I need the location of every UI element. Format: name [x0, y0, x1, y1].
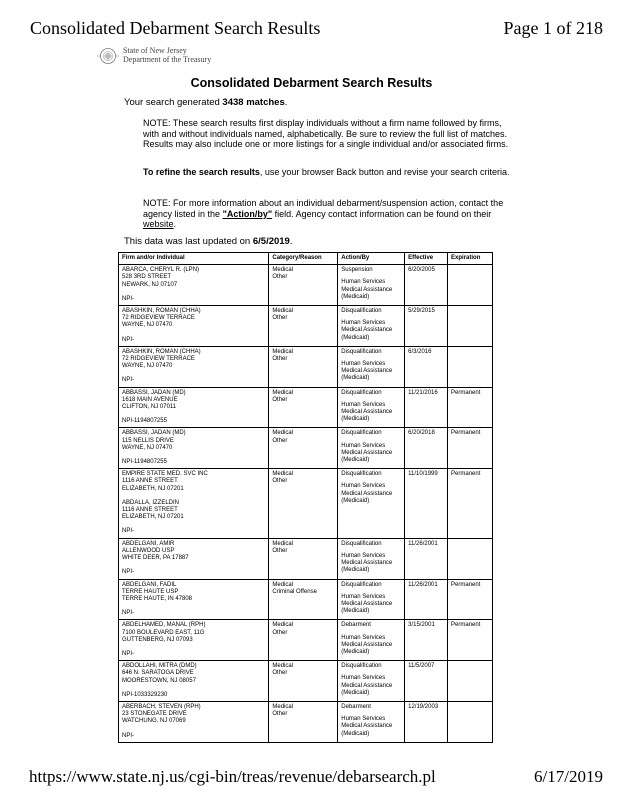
firm-name: ABBASSI, JADAN (MD) [122, 430, 186, 437]
action-agency-line: Human Services [341, 593, 386, 600]
firm-cell [119, 346, 269, 387]
state-seal-icon [95, 47, 121, 65]
expiration: Permanent [448, 387, 493, 428]
category: Medical [272, 663, 294, 670]
firm-cell [119, 701, 269, 742]
debarment-results-table [118, 252, 493, 743]
action-type: Disqualification [341, 540, 382, 547]
reason: Other [272, 629, 288, 636]
expiration: Permanent [448, 469, 493, 538]
action-agency-line: Human Services [341, 320, 386, 327]
npi-number: NPI- [122, 295, 134, 302]
agency-name [123, 46, 211, 64]
note-results-order: NOTE: These search results first display individuals without a firm name followed by firms, with and without individuals named, alphabetically. Be sure to review the full list of matches. Results may also include one or more listings for a single individual and/or associated firms. [143, 118, 509, 149]
expiration [448, 306, 493, 347]
firm-address-line: GUTTENBERG, NJ 07093 [122, 636, 193, 643]
firm-address-line: 7100 BOULEVARD EAST, 11G [122, 629, 205, 636]
action-agency-line: Human Services [341, 552, 386, 559]
print-footer-url: https://www.state.nj.us/cgi-bin/treas/revenue/debarsearch.pl [29, 767, 436, 786]
action-agency-line: Human Services [341, 401, 386, 408]
action-agency-line: Medical Assistance [341, 286, 393, 293]
firm-address-line: ELIZABETH, NJ 07201 [122, 485, 184, 492]
action-type: Disqualification [341, 663, 382, 670]
action-cell [338, 701, 405, 742]
match-count: 3438 matches [222, 97, 285, 108]
table-row [119, 469, 493, 538]
expiration: Permanent [448, 620, 493, 661]
action-agency-line: Medical Assistance [341, 560, 393, 567]
expiration [448, 265, 493, 306]
expiration: Permanent [448, 579, 493, 620]
effective-date: 6/20/2005 [405, 265, 448, 306]
agency-line-1: State of New Jersey [123, 46, 187, 55]
action-agency-line: (Medicaid) [341, 730, 370, 737]
expiration [448, 661, 493, 702]
action-cell [338, 387, 405, 428]
website-link[interactable]: website [143, 219, 174, 229]
category: Medical [272, 471, 294, 478]
effective-date: 12/19/2003 [405, 701, 448, 742]
effective-date: 5/29/2015 [405, 306, 448, 347]
category: Medical [272, 308, 294, 315]
npi-number: NPI- [122, 377, 134, 384]
action-type: Disqualification [341, 581, 382, 588]
effective-date: 11/5/2007 [405, 661, 448, 702]
firm-name: ABARCA, CHERYL R. (LPN) [122, 267, 200, 274]
reason: Other [272, 547, 288, 554]
reason: Other [272, 437, 288, 444]
category-cell [269, 661, 338, 702]
category-cell [269, 701, 338, 742]
table-row [119, 346, 493, 387]
action-agency-line: Human Services [341, 279, 386, 286]
action-type: Suspension [341, 267, 373, 274]
table-row [119, 306, 493, 347]
action-agency-line: (Medicaid) [341, 375, 370, 382]
npi-number: NPI-1033329230 [122, 691, 168, 698]
print-footer-date: 6/17/2019 [534, 767, 603, 786]
category-cell [269, 620, 338, 661]
table-row [119, 428, 493, 469]
action-cell [338, 306, 405, 347]
table-row [119, 387, 493, 428]
print-header [30, 18, 603, 44]
category-cell [269, 469, 338, 538]
effective-date: 11/26/2001 [405, 538, 448, 579]
action-by-link[interactable]: "Action/by" [222, 208, 273, 219]
action-type: Disqualification [341, 389, 382, 396]
action-cell [338, 265, 405, 306]
action-cell [338, 661, 405, 702]
reason: Other [272, 315, 288, 322]
individual-address-line: ELIZABETH, NJ 07201 [122, 514, 184, 521]
effective-date: 3/15/2001 [405, 620, 448, 661]
effective-date: 11/26/2001 [405, 579, 448, 620]
action-cell [338, 579, 405, 620]
category: Medical [272, 430, 294, 437]
last-updated-date: 6/5/2019 [252, 236, 290, 247]
action-agency-line: Human Services [341, 361, 386, 368]
firm-name: ABDELGANI, FADIL [122, 581, 177, 588]
firm-address-line: WAYNE, NJ 07470 [122, 322, 173, 329]
npi-number: NPI-1194807255 [122, 459, 167, 466]
action-type: Disqualification [341, 308, 382, 315]
expiration [448, 346, 493, 387]
firm-address-line: ALLENWOOD USP [122, 547, 175, 554]
print-footer [29, 767, 603, 789]
table-row [119, 661, 493, 702]
action-agency-line: Human Services [341, 634, 386, 641]
action-agency-line: (Medicaid) [341, 567, 370, 574]
firm-name: ABDELHAMED, MANAL (RPH) [122, 622, 206, 629]
table-row [119, 579, 493, 620]
category-cell [269, 428, 338, 469]
action-agency-line: Human Services [341, 675, 386, 682]
firm-cell [119, 265, 269, 306]
action-agency-line: Medical Assistance [341, 449, 393, 456]
firm-address-line: WAYNE, NJ 07470 [122, 444, 173, 451]
action-agency-line: (Medicaid) [341, 416, 370, 423]
firm-address-line: 115 NELLIS DRIVE [122, 437, 174, 444]
category: Medical [272, 267, 294, 274]
reason: Other [272, 711, 288, 718]
action-agency-line: Medical Assistance [341, 327, 393, 334]
firm-cell [119, 428, 269, 469]
action-type: Debarment [341, 703, 371, 710]
header-action: Action/By [338, 253, 405, 265]
action-agency-line: Medical Assistance [341, 641, 393, 648]
action-agency-line: Medical Assistance [341, 409, 393, 416]
page-title: Consolidated Debarment Search Results [190, 76, 433, 90]
category-cell [269, 265, 338, 306]
print-header-title: Consolidated Debarment Search Results [30, 18, 321, 38]
header-effective: Effective [405, 253, 448, 265]
firm-address-line: 1618 MAIN AVENUE [122, 396, 178, 403]
reason: Other [272, 478, 288, 485]
firm-address-line: 528 3RD STREET [122, 274, 172, 281]
header-expiration: Expiration [448, 253, 493, 265]
action-cell [338, 538, 405, 579]
note-agency-contact: NOTE: For more information about an individual debarment/suspension action, contact the agency listed in the "Action/by" field. Agency contact information can be found on their website. [143, 198, 504, 229]
category-cell [269, 538, 338, 579]
agency-line-2: Department of the Treasury [123, 55, 212, 64]
action-agency-line: (Medicaid) [341, 497, 370, 504]
table-row [119, 265, 493, 306]
firm-cell [119, 620, 269, 661]
print-header-page: Page 1 of 218 [503, 18, 603, 38]
npi-number: NPI- [122, 610, 134, 617]
firm-cell [119, 579, 269, 620]
action-agency-line: (Medicaid) [341, 457, 370, 464]
category: Medical [272, 389, 294, 396]
action-agency-line: Medical Assistance [341, 600, 393, 607]
firm-name: ABBASSI, JADAN (MD) [122, 389, 186, 396]
action-cell [338, 620, 405, 661]
action-agency-line: Human Services [341, 483, 386, 490]
action-agency-line: (Medicaid) [341, 334, 370, 341]
search-summary: Your search generated 3438 matches. [124, 97, 288, 108]
action-type: Disqualification [341, 471, 382, 478]
expiration [448, 701, 493, 742]
firm-address-line: WATCHUNG, NJ 07069 [122, 718, 186, 725]
firm-address-line: 646 N. SARATOGA DRIVE [122, 670, 194, 677]
header-category: Category/Reason [269, 253, 338, 265]
action-type: Disqualification [341, 348, 382, 355]
table-header-row [119, 253, 493, 265]
firm-address-line: TERRE HAUTE, IN 47808 [122, 595, 193, 602]
table-row [119, 701, 493, 742]
action-agency-line: Human Services [341, 442, 386, 449]
effective-date: 6/3/2016 [405, 346, 448, 387]
category: Medical [272, 703, 294, 710]
action-agency-line: Medical Assistance [341, 723, 393, 730]
category: Medical [272, 348, 294, 355]
action-type: Disqualification [341, 430, 382, 437]
firm-address-line: CLIFTON, NJ 07011 [122, 404, 177, 411]
firm-cell [119, 538, 269, 579]
npi-number: NPI- [122, 336, 134, 343]
expiration [448, 538, 493, 579]
firm-name: ABASHKIN, ROMAN (CHHA) [122, 348, 201, 355]
note-refine: To refine the search results, use your browser Back button and revise your search criteria. [143, 167, 510, 177]
npi-number: NPI- [122, 569, 134, 576]
action-agency-line: (Medicaid) [341, 689, 370, 696]
reason: Other [272, 396, 288, 403]
firm-address-line: TERRE HAUTE USP [122, 588, 179, 595]
category-cell [269, 306, 338, 347]
action-agency-line: (Medicaid) [341, 648, 370, 655]
firm-address-line: MOORESTOWN, NJ 08057 [122, 677, 196, 684]
category-cell [269, 346, 338, 387]
effective-date: 11/21/2016 [405, 387, 448, 428]
effective-date: 11/10/1999 [405, 469, 448, 538]
action-agency-line: Medical Assistance [341, 682, 393, 689]
action-cell [338, 469, 405, 538]
firm-name: ABASHKIN, ROMAN (CHHA) [122, 308, 201, 315]
category: Medical [272, 622, 294, 629]
category-cell [269, 579, 338, 620]
action-cell [338, 428, 405, 469]
action-agency-line: Medical Assistance [341, 368, 393, 375]
firm-address-line: 23 STONEGATE DRIVE [122, 711, 187, 718]
action-agency-line: (Medicaid) [341, 293, 370, 300]
npi-number: NPI- [122, 732, 134, 739]
firm-name: ABERBACH, STEVEN (RPH) [122, 703, 201, 710]
npi-number: NPI- [122, 528, 134, 535]
table-row [119, 620, 493, 661]
effective-date: 6/20/2018 [405, 428, 448, 469]
expiration: Permanent [448, 428, 493, 469]
table-row [119, 538, 493, 579]
firm-address-line: 72 RIDGEVIEW TERRACE [122, 356, 195, 363]
firm-address-line: WHITE DEER, PA 17887 [122, 555, 189, 562]
category-cell [269, 387, 338, 428]
firm-address-line: 1116 ANNE STREET [122, 478, 178, 485]
action-agency-line: (Medicaid) [341, 608, 370, 615]
reason: Other [272, 356, 288, 363]
individual-address-line: 1116 ANNE STREET [122, 507, 178, 514]
action-agency-line: Human Services [341, 716, 386, 723]
firm-name: ABDOLLAHI, MITRA (DMD) [122, 663, 197, 670]
individual-name: ABDALLA, IZZELDIN [122, 499, 180, 506]
firm-address-line: 72 RIDGEVIEW TERRACE [122, 315, 195, 322]
firm-cell [119, 306, 269, 347]
action-agency-line: Medical Assistance [341, 490, 393, 497]
firm-cell [119, 661, 269, 702]
reason: Other [272, 274, 288, 281]
firm-address-line: WAYNE, NJ 07470 [122, 363, 173, 370]
firm-name: EMPIRE STATE MED. SVC INC [122, 471, 208, 478]
header-firm: Firm and/or Individual [119, 253, 269, 265]
reason: Criminal Offense [272, 588, 317, 595]
action-type: Debarment [341, 622, 371, 629]
npi-number: NPI-1194807255 [122, 418, 167, 425]
firm-cell [119, 387, 269, 428]
category: Medical [272, 540, 294, 547]
firm-address-line: NEWARK, NJ 07107 [122, 281, 178, 288]
last-updated: This data was last updated on 6/5/2019. [124, 236, 293, 247]
action-cell [338, 346, 405, 387]
firm-cell [119, 469, 269, 538]
category: Medical [272, 581, 294, 588]
reason: Other [272, 670, 288, 677]
firm-name: ABDELGANI, AMIR [122, 540, 175, 547]
npi-number: NPI- [122, 650, 134, 657]
